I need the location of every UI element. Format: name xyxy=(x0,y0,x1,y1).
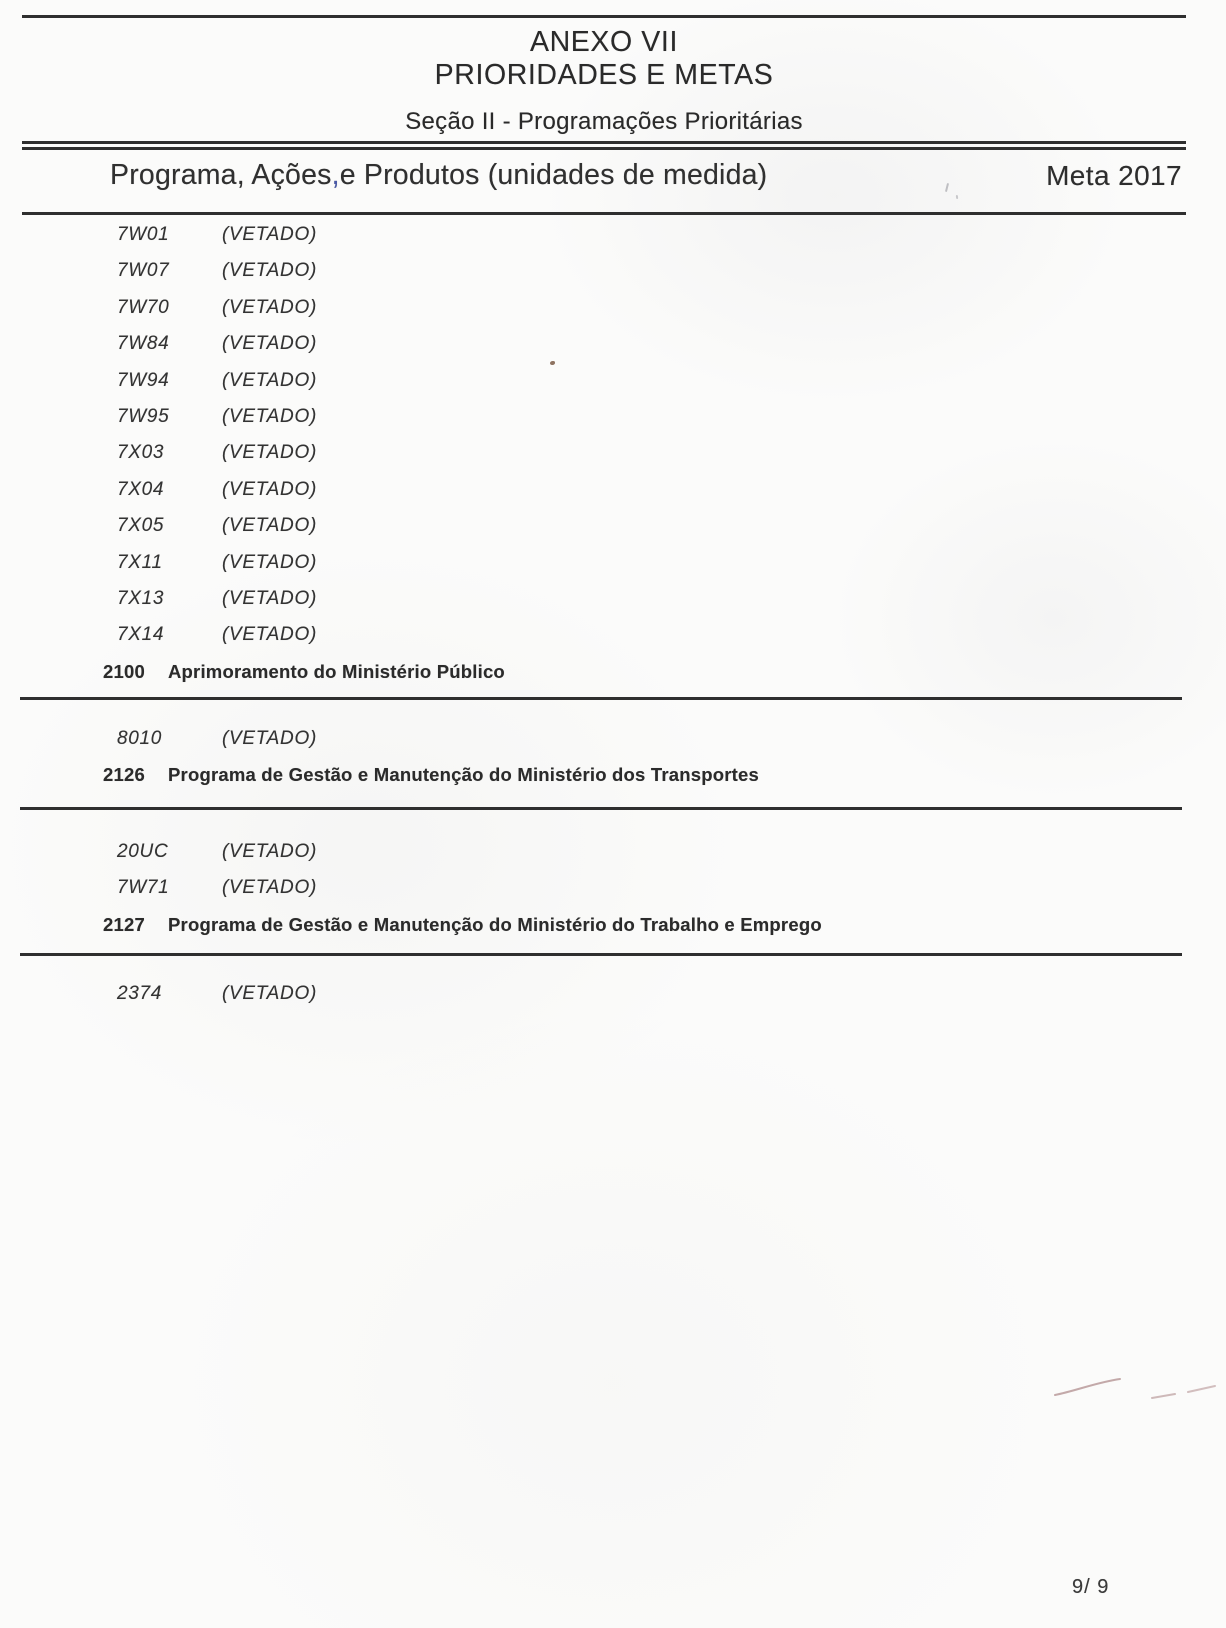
row-label: (VETADO) xyxy=(222,515,317,537)
table-group xyxy=(0,700,1226,807)
row-code: 7W71 xyxy=(117,877,170,899)
section-title: Seção II - Programações Prioritárias xyxy=(405,108,803,135)
row-label: (VETADO) xyxy=(222,877,317,899)
table-row xyxy=(0,479,1226,515)
table-row xyxy=(0,877,1226,913)
row-label: (VETADO) xyxy=(222,224,317,245)
row-code: 7X13 xyxy=(117,587,165,609)
row-label: (VETADO) xyxy=(222,369,317,391)
row-label: (VETADO) xyxy=(222,333,317,355)
column-header-meta: Meta 2017 xyxy=(1046,160,1182,191)
row-code: 2100 xyxy=(103,660,145,682)
row-label: Programa de Gestão e Manutenção do Ministério do Trabalho e Emprego xyxy=(168,913,822,935)
row-label: (VETADO) xyxy=(222,983,317,1005)
row-label: (VETADO) xyxy=(222,442,317,464)
row-code: 7X04 xyxy=(117,478,165,500)
row-label: (VETADO) xyxy=(222,728,317,750)
row-code: 7W01 xyxy=(117,224,170,245)
top-rule-line xyxy=(22,15,1186,18)
table-row xyxy=(0,370,1226,406)
column-header-program-part1: Programa, Ações xyxy=(110,159,332,191)
table-group xyxy=(0,215,1226,697)
row-code: 2126 xyxy=(103,764,145,786)
table-row xyxy=(0,588,1226,624)
row-label: (VETADO) xyxy=(222,624,317,646)
table-row xyxy=(0,661,1226,697)
row-label: (VETADO) xyxy=(222,478,317,500)
row-code: 7W07 xyxy=(117,260,170,282)
table-row xyxy=(0,914,1226,950)
table-row xyxy=(0,442,1226,478)
pen-tick-mark xyxy=(956,195,959,199)
row-label: (VETADO) xyxy=(222,405,317,427)
pencil-mark xyxy=(1040,1370,1226,1406)
table-row xyxy=(0,515,1226,551)
annex-subtitle: PRIORIDADES E METAS xyxy=(434,59,774,91)
ink-speck xyxy=(550,361,555,365)
row-label: (VETADO) xyxy=(222,551,317,573)
row-label: (VETADO) xyxy=(222,587,317,609)
row-code: 2374 xyxy=(117,983,163,1005)
row-label: Aprimoramento do Ministério Público xyxy=(168,660,505,682)
table-row xyxy=(0,764,1226,800)
column-header-program-accent-comma: , xyxy=(331,159,340,191)
row-code: 7X05 xyxy=(117,515,165,537)
row-code: 7W84 xyxy=(117,333,170,355)
table-row xyxy=(0,624,1226,660)
row-code: 8010 xyxy=(117,728,163,750)
table-body xyxy=(0,215,1226,1019)
row-code: 7X14 xyxy=(117,624,165,646)
row-code: 7W95 xyxy=(117,405,170,427)
row-code: 7X03 xyxy=(117,442,165,464)
row-code: 20UC xyxy=(117,840,169,862)
row-label: (VETADO) xyxy=(222,260,317,282)
pen-tick-mark xyxy=(945,183,949,192)
table-row xyxy=(0,728,1226,764)
table-row xyxy=(0,841,1226,877)
annex-title: ANEXO VII xyxy=(530,26,678,58)
double-rule-line-upper xyxy=(22,141,1186,144)
table-row xyxy=(0,983,1226,1019)
table-row xyxy=(0,552,1226,588)
row-code: 2127 xyxy=(103,913,145,935)
table-row xyxy=(0,260,1226,296)
column-header-program-part2: e Produtos (unidades de medida) xyxy=(339,159,768,191)
column-header-program xyxy=(110,159,767,192)
table-row xyxy=(0,333,1226,369)
double-rule-line-lower xyxy=(22,147,1186,150)
row-code: 7W70 xyxy=(117,296,170,318)
row-label: (VETADO) xyxy=(222,296,317,318)
row-code: 7X11 xyxy=(117,551,163,573)
table-row xyxy=(0,406,1226,442)
row-code: 7W94 xyxy=(117,369,170,391)
page-number: 9/ 9 xyxy=(1072,1576,1110,1598)
row-label: (VETADO) xyxy=(222,840,317,862)
table-row xyxy=(0,224,1226,260)
table-group xyxy=(0,810,1226,953)
table-group xyxy=(0,956,1226,1019)
row-label: Programa de Gestão e Manutenção do Ministério dos Transportes xyxy=(168,764,759,786)
table-row xyxy=(0,297,1226,333)
